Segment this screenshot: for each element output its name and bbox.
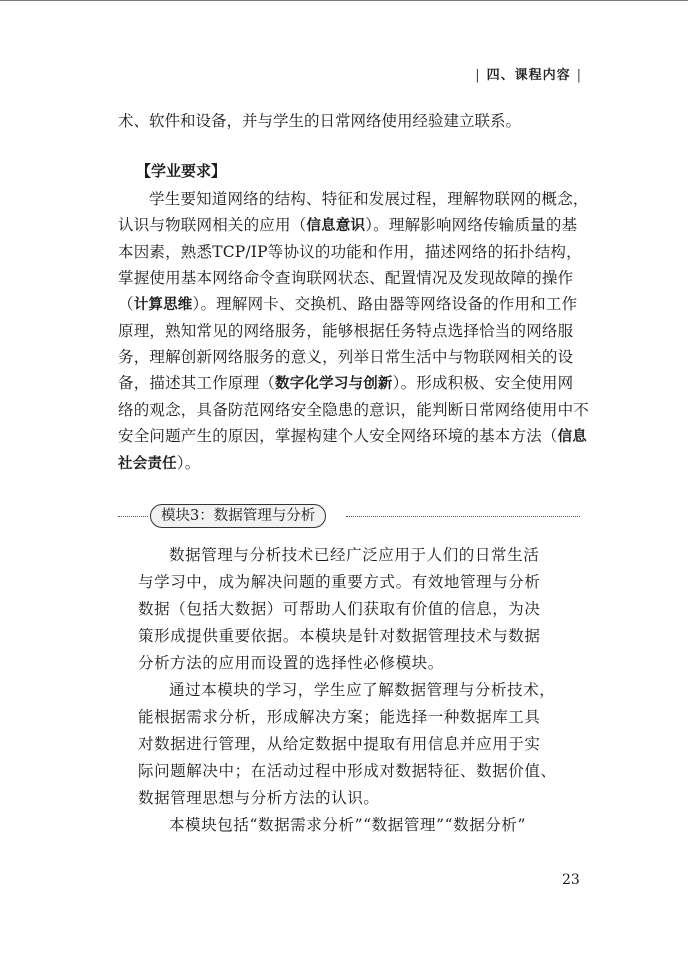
dotted-rule-right (346, 516, 580, 517)
competency-term: 社会责任 (118, 456, 177, 472)
requirements-text: 原理，熟知常见的网络服务，能够根据任务特点选择恰当的网络服 (118, 322, 574, 340)
requirements-line (118, 370, 580, 397)
requirements-text: ）。理解网卡、交换机、路由器等网络设备的作用和工作 (192, 295, 578, 313)
requirements-text: 务，理解创新网络服务的意义，列举日常生活中与物联网相关的设 (118, 348, 574, 366)
requirements-line (118, 450, 580, 477)
requirements-text: 络的观念，具备防范网络安全隐患的意识，能判断日常网络使用中不 (118, 401, 590, 419)
requirements-text: 学生要知道网络的结构、特征和发展过程，理解物联网的概念， (149, 190, 589, 208)
requirements-line (118, 265, 580, 291)
requirements-line (118, 423, 588, 450)
intro-paragraph (118, 108, 580, 134)
requirements-text: 掌握使用基本网络命令查询联网状态、配置情况及发现故障的操作 (118, 269, 574, 287)
module-line: 际问题解决中；在活动过程中形成对数据特征、数据价值、 (138, 762, 557, 780)
competency-term: 信息 (557, 429, 588, 445)
module-heading-row (118, 504, 580, 530)
module-line: 能根据需求分析，形成解决方案；能选择一种数据库工具 (138, 708, 541, 726)
requirements-text: 认识与物联网相关的应用（ (118, 216, 307, 234)
running-header (469, 64, 588, 83)
module-title-pill: 模块3：数据管理与分析 (150, 504, 326, 528)
header-bar-left: | (475, 68, 481, 83)
requirements-text: 本因素，熟悉TCP/IP等协议的功能和作用，描述网络的拓扑结构， (118, 243, 582, 261)
competency-term: 计算思维 (133, 297, 193, 313)
module-paragraph (138, 677, 570, 812)
module-line: 对数据进行管理，从给定数据中提取有用信息并应用于实 (138, 735, 541, 753)
competency-term: 数字化学习与创新 (275, 376, 393, 392)
module-line: 通过本模块的学习，学生应了解数据管理与分析技术， (169, 681, 556, 699)
requirements-line (118, 291, 580, 318)
requirements-paragraph (118, 186, 590, 477)
requirements-line (118, 344, 580, 370)
requirements-line (118, 318, 580, 344)
requirements-text: ）。理解影响网络传输质量的基 (365, 216, 578, 234)
module-line: 本模块包括“数据需求分析”“数据管理”“数据分析” (169, 816, 527, 834)
module-line: 策形成提供重要依据。本模块是针对数据管理技术与数据 (138, 627, 541, 645)
requirements-text: 备，描述其工作原理（ (118, 374, 276, 392)
page-number: 23 (562, 872, 580, 888)
module-line: 数据（包括大数据）可帮助人们获取有价值的信息，为决 (138, 600, 541, 618)
header-title: 四、课程内容 (486, 68, 571, 83)
requirements-heading: 【学业要求】 (136, 162, 227, 180)
requirements-text: 安全问题产生的原因，掌握构建个人安全网络环境的基本方法（ (118, 427, 558, 445)
top-rule (0, 0, 688, 1)
requirements-line (118, 212, 580, 239)
module-body (138, 542, 570, 839)
dotted-rule-left (118, 516, 148, 517)
requirements-text: （ (118, 295, 134, 313)
module-line: 数据管理思想与分析方法的认识。 (138, 789, 380, 807)
header-bar-right: | (576, 68, 582, 83)
module-line: 分析方法的应用而设置的选择性必修模块。 (138, 654, 444, 672)
module-line: 数据管理与分析技术已经广泛应用于人们的日常生活 (169, 546, 540, 564)
requirements-text: ）。形成积极、安全使用网 (392, 374, 574, 392)
module-paragraph (138, 812, 570, 839)
module-line: 与学习中，成为解决问题的重要方式。有效地管理与分析 (138, 573, 541, 591)
requirements-line (118, 397, 590, 423)
requirements-text: ）。 (176, 454, 201, 472)
requirements-line (118, 239, 580, 265)
competency-term: 信息意识 (306, 218, 366, 234)
intro-line: 术、软件和设备，并与学生的日常网络使用经验建立联系。 (118, 112, 522, 130)
module-paragraph (138, 542, 570, 677)
requirements-line (118, 186, 589, 212)
